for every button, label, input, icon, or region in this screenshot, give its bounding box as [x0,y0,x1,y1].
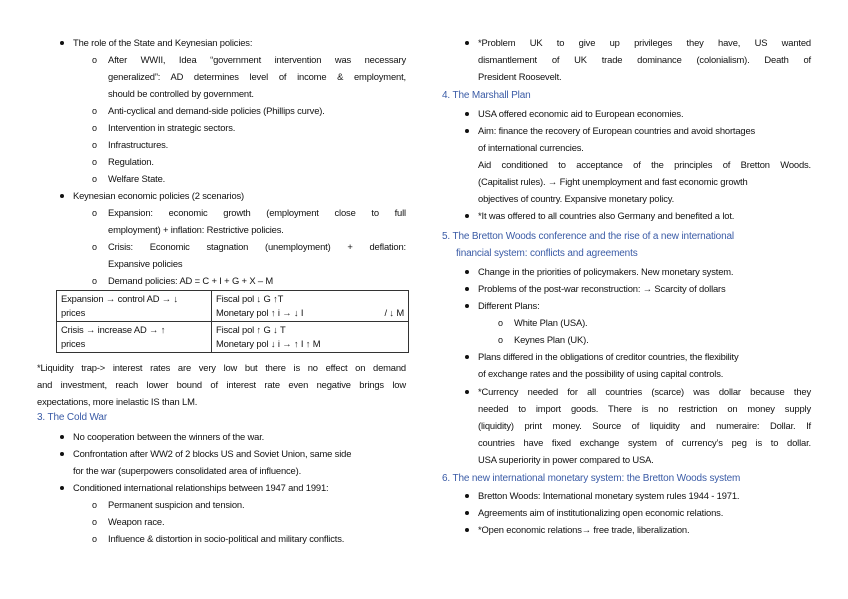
table-row [57,322,409,353]
sub-infrastructures: o Infrastructures. [108,139,168,151]
bullet-different-plans: Different Plans: [478,300,540,311]
bullet-problem-uk-cont2: President Roosevelt. [478,71,562,82]
sub-influence: o Influence & distortion in socio-political and military conflicts. [108,533,344,545]
bullet-open-relations: *Open economic relations→ free trade, liberalization. [478,524,690,535]
sub-anti-cyclical: o Anti-cyclical and demand-side policies (Phillips curve). [108,105,325,117]
bullet-state-role: The role of the State and Keynesian policies: [73,37,253,48]
bullet-currency-cont3: countries have fixed exchange system of currency’s peg is to dollar. [478,437,811,448]
bullet-offered-all: *It was offered to all countries also Germany and benefited a lot. [478,210,735,221]
sub-after-wwii: o After WWII, Idea “government intervention was necessary [108,54,406,66]
table-cell: Fiscal pol ↑ G ↓ T Monetary pol ↓ i → ↑ I ↑ M [212,322,409,353]
sub-crisis-cont: Expansive policies [108,258,183,269]
liquidity-trap-line2: and investment, reach lower bound of interest rate even negative brings low [37,379,406,390]
table-cell: Expansion → control AD → ↓ prices [57,291,212,322]
heading-bretton-conference-cont: financial system: conflicts and agreements [456,248,638,259]
heading-new-system: 6. The new international monetary system: the Bretton Woods system [442,473,741,484]
sub-after-wwii-cont: generalized”: AD determines level of income & employment, [108,71,406,82]
sub-demand-policies: o Demand policies: AD = C + I + G + X – M [108,275,273,287]
bullet-currency-cont4: USA superiority in power compared to USA. [478,454,654,465]
bullet-confrontation-cont: for the war (superpowers consolidated area of influence). [73,465,302,476]
bullet-aim-cont4: objectives of country. Expansive monetary policy. [478,193,675,204]
bullet-currency-cont2: (liquidity) print money. Source of liquidity and numeraire: Dollar. If [478,420,811,431]
bullet-no-cooperation: No cooperation between the winners of the war. [73,431,265,442]
bullet-aim-cont: of international currencies. [478,142,584,153]
sub-weapon-race: o Weapon race. [108,516,164,528]
sub-welfare: o Welfare State. [108,173,165,185]
table-cell: Crisis → increase AD → ↑ prices [57,322,212,353]
liquidity-trap-line1: *Liquidity trap-> interest rates are very low but there is no effect on demand [37,362,406,373]
bullet-plans-differed-cont: of exchange rates and the possibility of using capital controls. [478,368,724,379]
bullet-aim: Aim: finance the recovery of European countries and avoid shortages [478,125,756,136]
bullet-currency-cont1: needed to import goods. There is no restriction on money supply [478,403,811,414]
sub-intervention: o Intervention in strategic sectors. [108,122,235,134]
table-cell: Fiscal pol ↓ G ↑T Monetary pol ↑ i → ↓ I / ↓ M [212,291,409,322]
bullet-aim-cont3: (Capitalist rules). → Fight unemployment and fast economic growth [478,176,748,187]
bullet-confrontation: Confrontation after WW2 of 2 blocks US and Soviet Union, same side [73,448,352,459]
sub-after-wwii-cont2: should be controlled by government. [108,88,254,99]
bullet-problem-uk-cont: dismantlement of UK trade dominance (colonialism). Death of [478,54,811,65]
bullet-bretton-rules: Bretton Woods: International monetary system rules 1944 - 1971. [478,490,740,501]
bullet-keynesian: Keynesian economic policies (2 scenarios) [73,190,245,201]
sub-expansion-cont: employment) + inflation: Restrictive policies. [108,224,284,235]
sub-white-plan: o White Plan (USA). [514,317,588,329]
bullet-plans-differed: Plans differed in the obligations of creditor countries, the flexibility [478,351,739,362]
bullet-usa-aid: USA offered economic aid to European economies. [478,108,684,119]
heading-cold-war: 3. The Cold War [37,412,108,423]
sub-crisis: o Crisis: Economic stagnation (unemployment) + deflation: [108,241,406,253]
policy-table [56,290,409,353]
bullet-problem-uk: *Problem UK to give up privileges they have, US wanted [478,37,811,48]
bullet-problems-postwar: Problems of the post-war reconstruction: → Scarcity of dollars [478,283,726,294]
heading-marshall-plan: 4. The Marshall Plan [442,90,531,101]
bullet-priorities: Change in the priorities of policymakers. New monetary system. [478,266,734,277]
heading-bretton-conference: 5. The Bretton Woods conference and the rise of a new international [442,231,734,242]
bullet-currency-needed: *Currency needed for all countries (scarce) was dollar because they [478,386,811,397]
table-row [57,291,409,322]
sub-expansion: o Expansion: economic growth (employment close to full [108,207,406,219]
bullet-aim-cont2: Aid conditioned to acceptance of the principles of Bretton Woods. [478,159,811,170]
bullet-agreements: Agreements aim of institutionalizing open economic relations. [478,507,724,518]
bullet-conditioned: Conditioned international relationships between 1947 and 1991: [73,482,329,493]
sub-suspicion: o Permanent suspicion and tension. [108,499,244,511]
liquidity-trap-line3: expectations, more inelastic IS than LM. [37,396,198,407]
sub-keynes-plan: o Keynes Plan (UK). [514,334,589,346]
sub-regulation: o Regulation. [108,156,154,168]
